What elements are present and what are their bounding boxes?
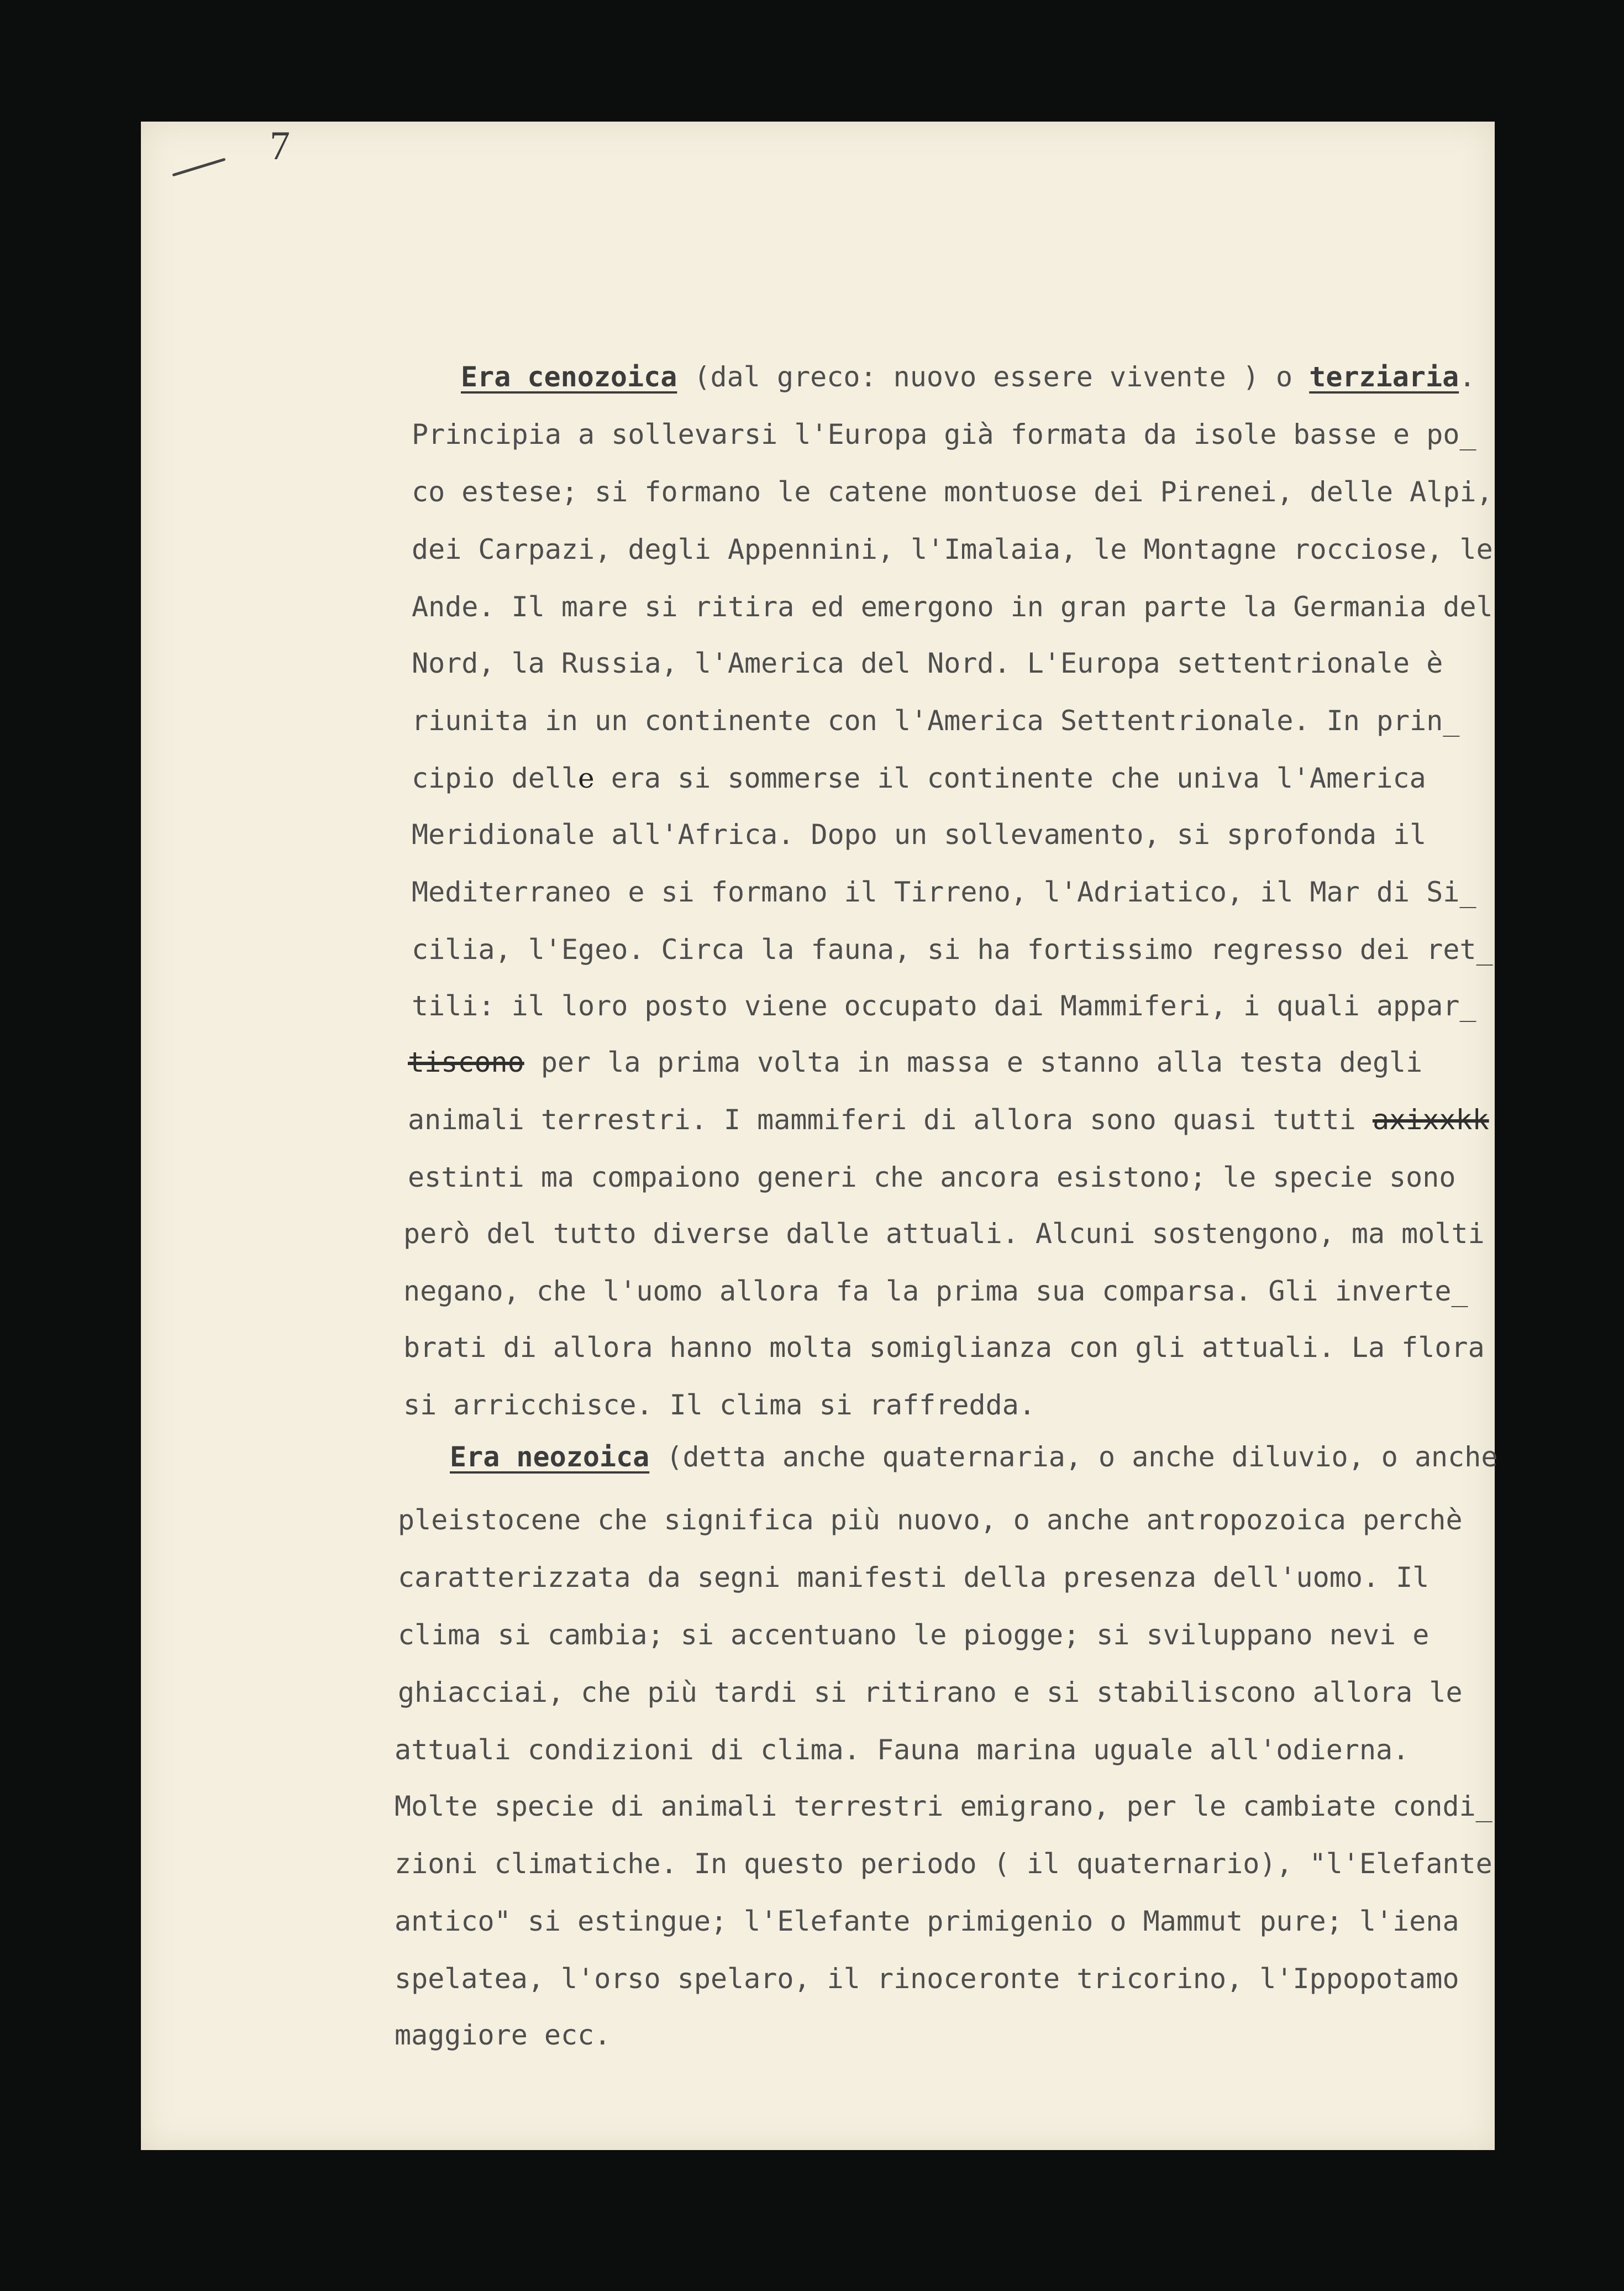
- text-line: cilia, l'Egeo. Circa la fauna, si ha fortissimo regresso dei ret_: [412, 934, 1493, 966]
- text-line: Meridionale all'Africa. Dopo un sollevamento, si sprofonda il: [412, 819, 1427, 851]
- section1-title2-end: .: [1459, 361, 1476, 393]
- text-line: pleistocene che significa più nuovo, o anche antropozoica perchè: [398, 1504, 1463, 1536]
- text-line: Principia a sollevarsi l'Europa già formata da isole basse e po_: [412, 418, 1476, 450]
- section2-title: Era neozoica: [450, 1441, 650, 1473]
- text-line: Molte specie di animali terrestri emigrano, per le cambiate condi_: [395, 1790, 1492, 1822]
- section1-title2: terziaria: [1309, 361, 1459, 393]
- text-line: negano, che l'uomo allora fa la prima sua comparsa. Gli inverte_: [403, 1275, 1468, 1307]
- text-line: co estese; si formano le catene montuose dei Pirenei, delle Alpi,: [412, 476, 1493, 508]
- text-line: antico" si estingue; l'Elefante primigenio o Mammut pure; l'iena: [395, 1905, 1459, 1937]
- page-number: 7: [270, 123, 290, 169]
- text-line: Ande. Il mare si ritira ed emergono in gran parte la Germania del: [412, 591, 1493, 623]
- text-line: zioni climatiche. In questo periodo ( il quaternario), "l'Elefante: [395, 1848, 1492, 1880]
- text-line: caratterizzata da segni manifesti della presenza dell'uomo. Il: [398, 1561, 1429, 1593]
- text-line: si arricchisce. Il clima si raffredda.: [403, 1389, 1036, 1421]
- text-line: brati di allora hanno molta somiglianza con gli attuali. La flora: [403, 1331, 1485, 1364]
- text-fragment: cipio dell: [412, 762, 579, 794]
- section1-title: Era cenozoica: [461, 361, 677, 393]
- text-line: riunita in un continente con l'America Settentrionale. In prin_: [412, 705, 1460, 737]
- text-fragment: per la prima volta in massa e stanno alla testa degli: [524, 1046, 1423, 1078]
- text-line: dei Carpazi, degli Appennini, l'Imalaia, le Montagne rocciose, le: [412, 533, 1493, 565]
- text-line: estinti ma compaiono generi che ancora esistono; le specie sono: [408, 1161, 1456, 1193]
- text-fragment: era si sommerse il continente che univa l'America: [594, 762, 1426, 794]
- section1-intro: (dal greco: nuovo essere vivente ) o: [693, 361, 1310, 393]
- section2-heading-line: [450, 1440, 1497, 1474]
- text-fragment: animali terrestri. I mammiferi di allora sono quasi tutti: [408, 1104, 1373, 1136]
- text-line: spelatea, l'orso spelaro, il rinoceronte tricorino, l'Ippopotamo: [395, 1963, 1459, 1995]
- text-line: però del tutto diverse dalle attuali. Alcuni sostengono, ma molti: [403, 1218, 1485, 1250]
- text-line-with-strike: [408, 1103, 1489, 1136]
- text-line: clima si cambia; si accentuano le piogge; si sviluppano nevi e: [398, 1619, 1429, 1651]
- text-line-corrected: [412, 762, 1426, 795]
- text-line: tili: il loro posto viene occupato dai Mammiferi, i quali appar_: [412, 990, 1476, 1022]
- text-line: ghiacciai, che più tardi si ritirano e si stabiliscono allora le: [398, 1676, 1463, 1708]
- struck-text: tiscono: [408, 1046, 524, 1078]
- section1-heading-line: [461, 360, 1475, 394]
- struck-text: axixxkk: [1372, 1104, 1489, 1136]
- handwritten-correction: e: [578, 762, 595, 794]
- text-line-corrected: [408, 1046, 1422, 1079]
- text-line: attuali condizioni di clima. Fauna marina uguale all'odierna.: [395, 1734, 1410, 1766]
- section2-intro: (detta anche quaternaria, o anche diluvio, o anche: [649, 1441, 1498, 1473]
- text-line: maggiore ecc.: [395, 2019, 611, 2051]
- text-line: Mediterraneo e si formano il Tirreno, l'Adriatico, il Mar di Si_: [412, 876, 1476, 908]
- text-line: Nord, la Russia, l'America del Nord. L'Europa settentrionale è: [412, 647, 1443, 679]
